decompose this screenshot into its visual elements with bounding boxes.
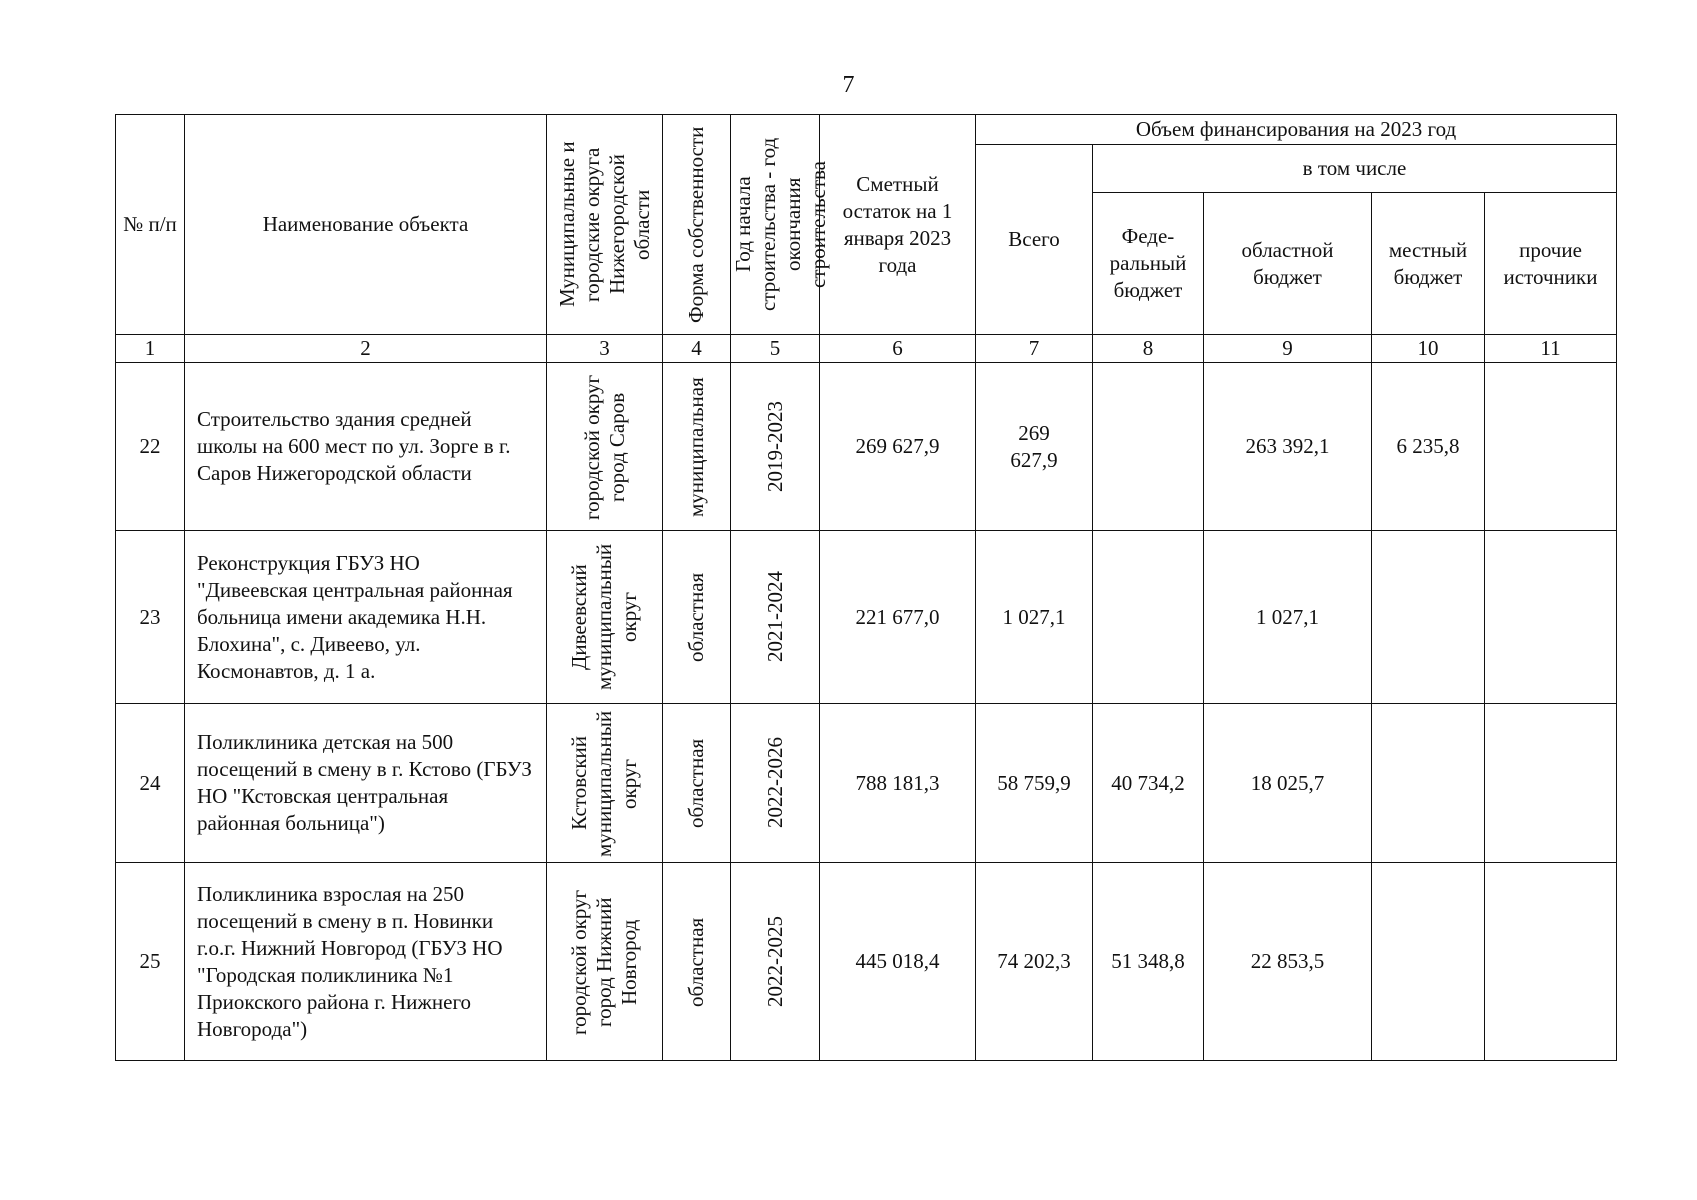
row-other [1485, 363, 1617, 531]
row-name: Поликлиника детская на 500 посещений в смену в г. Кстово (ГБУЗ НО "Кстовская центральная районная больница") [185, 704, 547, 863]
table-row [116, 363, 1617, 531]
row-federal: 40 734,2 [1093, 704, 1204, 863]
row-ownership-cell [663, 531, 731, 704]
row-regional: 263 392,1 [1204, 363, 1372, 531]
row-ownership: областная [684, 572, 708, 662]
row-other [1485, 704, 1617, 863]
row-years: 2019-2023 [762, 401, 787, 492]
column-number: 2 [185, 335, 547, 363]
column-numbers-row [116, 335, 1617, 363]
header-balance: Сметный остаток на 1 января 2023 года [820, 115, 976, 335]
header-ownership: Форма собственности [684, 126, 708, 323]
row-ownership: областная [684, 916, 708, 1007]
row-no: 25 [116, 863, 185, 1061]
row-balance: 221 677,0 [820, 531, 976, 704]
column-number: 9 [1204, 335, 1372, 363]
row-ownership: областная [684, 738, 708, 828]
row-no: 22 [116, 363, 185, 531]
row-total: 269 627,9 [976, 363, 1093, 531]
header-no: № п/п [116, 115, 185, 335]
column-number: 3 [547, 335, 663, 363]
column-number: 6 [820, 335, 976, 363]
row-regional: 18 025,7 [1204, 704, 1372, 863]
row-local [1372, 531, 1485, 704]
row-years-cell [731, 363, 820, 531]
table-row [116, 704, 1617, 863]
row-municipal: городской округ город Нижний Новгород [567, 888, 641, 1035]
column-number: 10 [1372, 335, 1485, 363]
column-number: 4 [663, 335, 731, 363]
row-name: Строительство здания средней школы на 600 мест по ул. Зорге в г. Саров Нижегородской области [185, 363, 547, 531]
header-years: Год начала строительства - год окончания строительства [731, 137, 830, 312]
row-ownership-cell [663, 704, 731, 863]
row-years-cell [731, 531, 820, 704]
row-balance: 269 627,9 [820, 363, 976, 531]
row-regional: 1 027,1 [1204, 531, 1372, 704]
row-municipal-cell [547, 704, 663, 863]
row-local: 6 235,8 [1372, 363, 1485, 531]
row-total: 58 759,9 [976, 704, 1093, 863]
row-years: 2022-2026 [762, 737, 787, 829]
row-name: Поликлиника взрослая на 250 посещений в смену в п. Новинки г.о.г. Нижний Новгород (ГБУЗ НО "Городская поликлиника №1 Приокского района г. Нижнего Новгорода") [185, 863, 547, 1061]
header-regional: областной бюджет [1204, 193, 1372, 335]
row-no: 24 [116, 704, 185, 863]
header-ownership-cell [663, 115, 731, 335]
header-including: в том числе [1093, 145, 1617, 193]
header-name: Наименование объекта [185, 115, 547, 335]
row-total: 1 027,1 [976, 531, 1093, 704]
row-total: 74 202,3 [976, 863, 1093, 1061]
table-row [116, 863, 1617, 1061]
row-name: Реконструкция ГБУЗ НО "Дивеевская центральная районная больница имени академика Н.Н. Блохина", с. Дивеево, ул. Космонавтов, д. 1 а. [185, 531, 547, 704]
header-federal: Феде-ральный бюджет [1093, 193, 1204, 335]
column-number: 11 [1485, 335, 1617, 363]
header-local: местный бюджет [1372, 193, 1485, 335]
header-municipal-cell [547, 115, 663, 335]
row-local [1372, 863, 1485, 1061]
row-ownership-cell [663, 363, 731, 531]
column-number: 7 [976, 335, 1093, 363]
row-years: 2022-2025 [762, 916, 787, 1007]
row-no: 23 [116, 531, 185, 704]
column-number: 8 [1093, 335, 1204, 363]
row-federal [1093, 363, 1204, 531]
header-other: прочие источники [1485, 193, 1617, 335]
header-total: Всего [976, 145, 1093, 335]
header-years-cell [731, 115, 830, 335]
row-other [1485, 863, 1617, 1061]
row-municipal-cell [547, 363, 663, 531]
row-ownership: муниципальная [684, 376, 708, 517]
row-local [1372, 704, 1485, 863]
row-federal [1093, 531, 1204, 704]
row-municipal: Дивеевский муниципальный округ [567, 543, 641, 691]
page-number: 7 [842, 72, 855, 98]
row-regional: 22 853,5 [1204, 863, 1372, 1061]
row-balance: 788 181,3 [820, 704, 976, 863]
header-municipal: Муниципальные и городские округа Нижегородской области [554, 141, 654, 308]
row-municipal-cell [547, 531, 663, 704]
table-row [116, 531, 1617, 704]
row-balance: 445 018,4 [820, 863, 976, 1061]
financing-table [115, 114, 1617, 1061]
row-years-cell [731, 863, 820, 1061]
row-years: 2021-2024 [762, 571, 787, 663]
column-number: 1 [116, 335, 185, 363]
row-municipal: Кстовский муниципальный округ [567, 709, 641, 857]
row-municipal: городской округ город Саров [579, 373, 629, 520]
row-federal: 51 348,8 [1093, 863, 1204, 1061]
column-number: 5 [731, 335, 820, 363]
row-ownership-cell [663, 863, 731, 1061]
header-row-1 [116, 115, 1617, 145]
header-funding-title: Объем финансирования на 2023 год [976, 115, 1617, 145]
row-years-cell [731, 704, 820, 863]
row-municipal-cell [547, 863, 663, 1061]
row-other [1485, 531, 1617, 704]
